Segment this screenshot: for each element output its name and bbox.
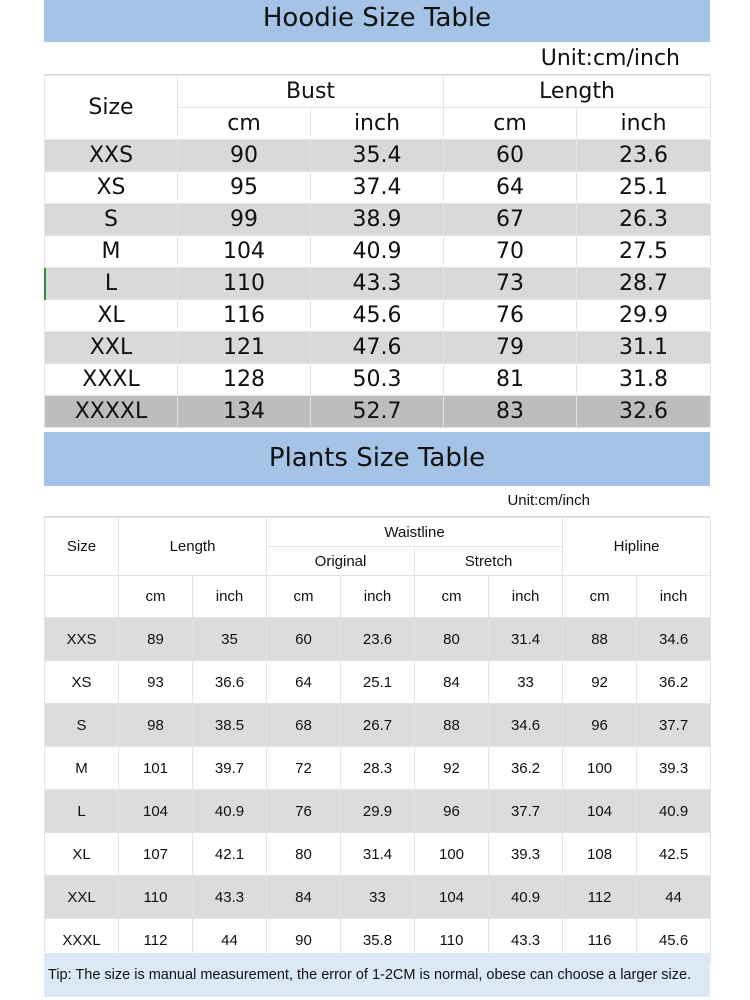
- measurement-cell: 110: [119, 876, 193, 919]
- unit-inch: inch: [577, 108, 711, 140]
- measurement-cell: 52.7: [311, 396, 444, 428]
- size-label: M: [45, 236, 178, 268]
- measurement-cell: 70: [444, 236, 577, 268]
- measurement-cell: 23.6: [577, 140, 711, 172]
- unit-cm: cm: [119, 576, 193, 618]
- plants-hipline-header: Hipline: [563, 518, 711, 576]
- measurement-cell: 116: [563, 919, 637, 962]
- measurement-cell: 96: [563, 704, 637, 747]
- measurement-cell: 79: [444, 332, 577, 364]
- size-label: L: [45, 790, 119, 833]
- measurement-cell: 90: [267, 919, 341, 962]
- measurement-cell: 110: [415, 919, 489, 962]
- measurement-cell: 44: [193, 919, 267, 962]
- hoodie-title: Hoodie Size Table: [44, 0, 710, 42]
- measurement-cell: 34.6: [637, 618, 711, 661]
- size-label: S: [45, 204, 178, 236]
- hoodie-size-table: [44, 75, 711, 428]
- measurement-cell: 72: [267, 747, 341, 790]
- size-label: XS: [45, 661, 119, 704]
- size-label: XXXL: [45, 364, 178, 396]
- measurement-cell: 100: [563, 747, 637, 790]
- measurement-cell: 44: [637, 876, 711, 919]
- hoodie-length-header: Length: [444, 76, 711, 108]
- measurement-cell: 29.9: [341, 790, 415, 833]
- measurement-cell: 96: [415, 790, 489, 833]
- measurement-cell: 88: [415, 704, 489, 747]
- measurement-cell: 39.3: [637, 747, 711, 790]
- measurement-cell: 25.1: [341, 661, 415, 704]
- measurement-cell: 28.3: [341, 747, 415, 790]
- unit-inch: inch: [193, 576, 267, 618]
- measurement-cell: 40.9: [311, 236, 444, 268]
- unit-cm: cm: [415, 576, 489, 618]
- measurement-cell: 64: [267, 661, 341, 704]
- measurement-cell: 33: [341, 876, 415, 919]
- size-label: XL: [45, 833, 119, 876]
- measurement-cell: 36.2: [489, 747, 563, 790]
- measurement-cell: 73: [444, 268, 577, 300]
- measurement-cell: 108: [563, 833, 637, 876]
- size-label: XXXXL: [45, 396, 178, 428]
- measurement-cell: 32.6: [577, 396, 711, 428]
- unit-cm: cm: [178, 108, 311, 140]
- measurement-cell: 37.7: [489, 790, 563, 833]
- plants-original-header: Original: [267, 547, 415, 576]
- table-row: [45, 364, 711, 396]
- measurement-cell: 112: [563, 876, 637, 919]
- measurement-cell: 92: [415, 747, 489, 790]
- unit-inch: inch: [341, 576, 415, 618]
- measurement-cell: 81: [444, 364, 577, 396]
- measurement-cell: 27.5: [577, 236, 711, 268]
- measurement-cell: 23.6: [341, 618, 415, 661]
- measurement-cell: 36.2: [637, 661, 711, 704]
- measurement-cell: 33: [489, 661, 563, 704]
- measurement-cell: 104: [563, 790, 637, 833]
- measurement-cell: 90: [178, 140, 311, 172]
- measurement-cell: 60: [267, 618, 341, 661]
- plants-stretch-header: Stretch: [415, 547, 563, 576]
- size-chart-sheet: [44, 0, 710, 1000]
- measurement-cell: 134: [178, 396, 311, 428]
- unit-cm: cm: [444, 108, 577, 140]
- measurement-cell: 37.4: [311, 172, 444, 204]
- blank-cell: [45, 576, 119, 618]
- measurement-cell: 31.4: [489, 618, 563, 661]
- measurement-cell: 80: [267, 833, 341, 876]
- measurement-cell: 80: [415, 618, 489, 661]
- measurement-cell: 29.9: [577, 300, 711, 332]
- table-row: [45, 204, 711, 236]
- plants-length-header: Length: [119, 518, 267, 576]
- measurement-cell: 34.6: [489, 704, 563, 747]
- hoodie-bust-header: Bust: [178, 76, 444, 108]
- measurement-cell: 42.1: [193, 833, 267, 876]
- measurement-cell: 31.4: [341, 833, 415, 876]
- plants-title: Plants Size Table: [44, 432, 710, 486]
- measurement-cell: 26.7: [341, 704, 415, 747]
- measurement-cell: 31.8: [577, 364, 711, 396]
- plants-unit-row: [45, 576, 711, 618]
- size-label: XL: [45, 300, 178, 332]
- hoodie-size-header: Size: [45, 76, 178, 140]
- unit-cm: cm: [267, 576, 341, 618]
- table-row: [45, 661, 711, 704]
- measurement-cell: 26.3: [577, 204, 711, 236]
- measurement-cell: 83: [444, 396, 577, 428]
- table-row: [45, 618, 711, 661]
- measurement-cell: 99: [178, 204, 311, 236]
- measurement-cell: 95: [178, 172, 311, 204]
- table-row: [45, 300, 711, 332]
- plants-waistline-header: Waistline: [267, 518, 563, 547]
- size-label: M: [45, 747, 119, 790]
- size-label: L: [45, 268, 178, 300]
- measurement-cell: 43.3: [489, 919, 563, 962]
- measurement-cell: 47.6: [311, 332, 444, 364]
- measurement-cell: 84: [267, 876, 341, 919]
- size-label: XXS: [45, 618, 119, 661]
- measurement-cell: 110: [178, 268, 311, 300]
- table-row: [45, 747, 711, 790]
- size-label: XXXL: [45, 919, 119, 962]
- measurement-cell: 104: [178, 236, 311, 268]
- table-row: [45, 790, 711, 833]
- measurement-cell: 104: [119, 790, 193, 833]
- size-label: XXL: [45, 876, 119, 919]
- measurement-cell: 40.9: [193, 790, 267, 833]
- measurement-cell: 67: [444, 204, 577, 236]
- measurement-cell: 43.3: [193, 876, 267, 919]
- measurement-cell: 38.9: [311, 204, 444, 236]
- plants-header-row: [45, 518, 711, 547]
- measurement-cell: 35.8: [341, 919, 415, 962]
- unit-cm: cm: [563, 576, 637, 618]
- hoodie-unit: Unit:cm/inch: [44, 42, 710, 75]
- measurement-cell: 92: [563, 661, 637, 704]
- tip-note: Tip: The size is manual measurement, the error of 1-2CM is normal, obese can choose a larger size.: [44, 953, 710, 997]
- plants-unit: Unit:cm/inch: [44, 486, 710, 517]
- measurement-cell: 60: [444, 140, 577, 172]
- table-row: [45, 332, 711, 364]
- table-row: [45, 833, 711, 876]
- measurement-cell: 39.7: [193, 747, 267, 790]
- measurement-cell: 121: [178, 332, 311, 364]
- measurement-cell: 45.6: [637, 919, 711, 962]
- table-row: [45, 876, 711, 919]
- measurement-cell: 93: [119, 661, 193, 704]
- measurement-cell: 104: [415, 876, 489, 919]
- measurement-cell: 45.6: [311, 300, 444, 332]
- plants-size-header: Size: [45, 518, 119, 576]
- unit-inch: inch: [311, 108, 444, 140]
- measurement-cell: 64: [444, 172, 577, 204]
- size-label: XS: [45, 172, 178, 204]
- measurement-cell: 76: [444, 300, 577, 332]
- measurement-cell: 101: [119, 747, 193, 790]
- measurement-cell: 50.3: [311, 364, 444, 396]
- size-label: XXL: [45, 332, 178, 364]
- measurement-cell: 36.6: [193, 661, 267, 704]
- table-row: [45, 396, 711, 428]
- unit-inch: inch: [637, 576, 711, 618]
- measurement-cell: 28.7: [577, 268, 711, 300]
- measurement-cell: 35.4: [311, 140, 444, 172]
- unit-inch: inch: [489, 576, 563, 618]
- measurement-cell: 35: [193, 618, 267, 661]
- table-row: [45, 140, 711, 172]
- measurement-cell: 37.7: [637, 704, 711, 747]
- table-row: [45, 704, 711, 747]
- measurement-cell: 39.3: [489, 833, 563, 876]
- plants-size-table: [44, 517, 711, 962]
- measurement-cell: 76: [267, 790, 341, 833]
- measurement-cell: 25.1: [577, 172, 711, 204]
- measurement-cell: 43.3: [311, 268, 444, 300]
- measurement-cell: 40.9: [637, 790, 711, 833]
- measurement-cell: 116: [178, 300, 311, 332]
- measurement-cell: 31.1: [577, 332, 711, 364]
- measurement-cell: 107: [119, 833, 193, 876]
- measurement-cell: 42.5: [637, 833, 711, 876]
- table-row: [45, 236, 711, 268]
- table-row: [45, 172, 711, 204]
- measurement-cell: 68: [267, 704, 341, 747]
- measurement-cell: 128: [178, 364, 311, 396]
- left-edge-mark: [44, 268, 46, 300]
- hoodie-header-row: [45, 76, 711, 108]
- measurement-cell: 89: [119, 618, 193, 661]
- measurement-cell: 38.5: [193, 704, 267, 747]
- measurement-cell: 88: [563, 618, 637, 661]
- size-label: XXS: [45, 140, 178, 172]
- table-row: [45, 268, 711, 300]
- measurement-cell: 112: [119, 919, 193, 962]
- measurement-cell: 84: [415, 661, 489, 704]
- measurement-cell: 100: [415, 833, 489, 876]
- measurement-cell: 98: [119, 704, 193, 747]
- size-label: S: [45, 704, 119, 747]
- measurement-cell: 40.9: [489, 876, 563, 919]
